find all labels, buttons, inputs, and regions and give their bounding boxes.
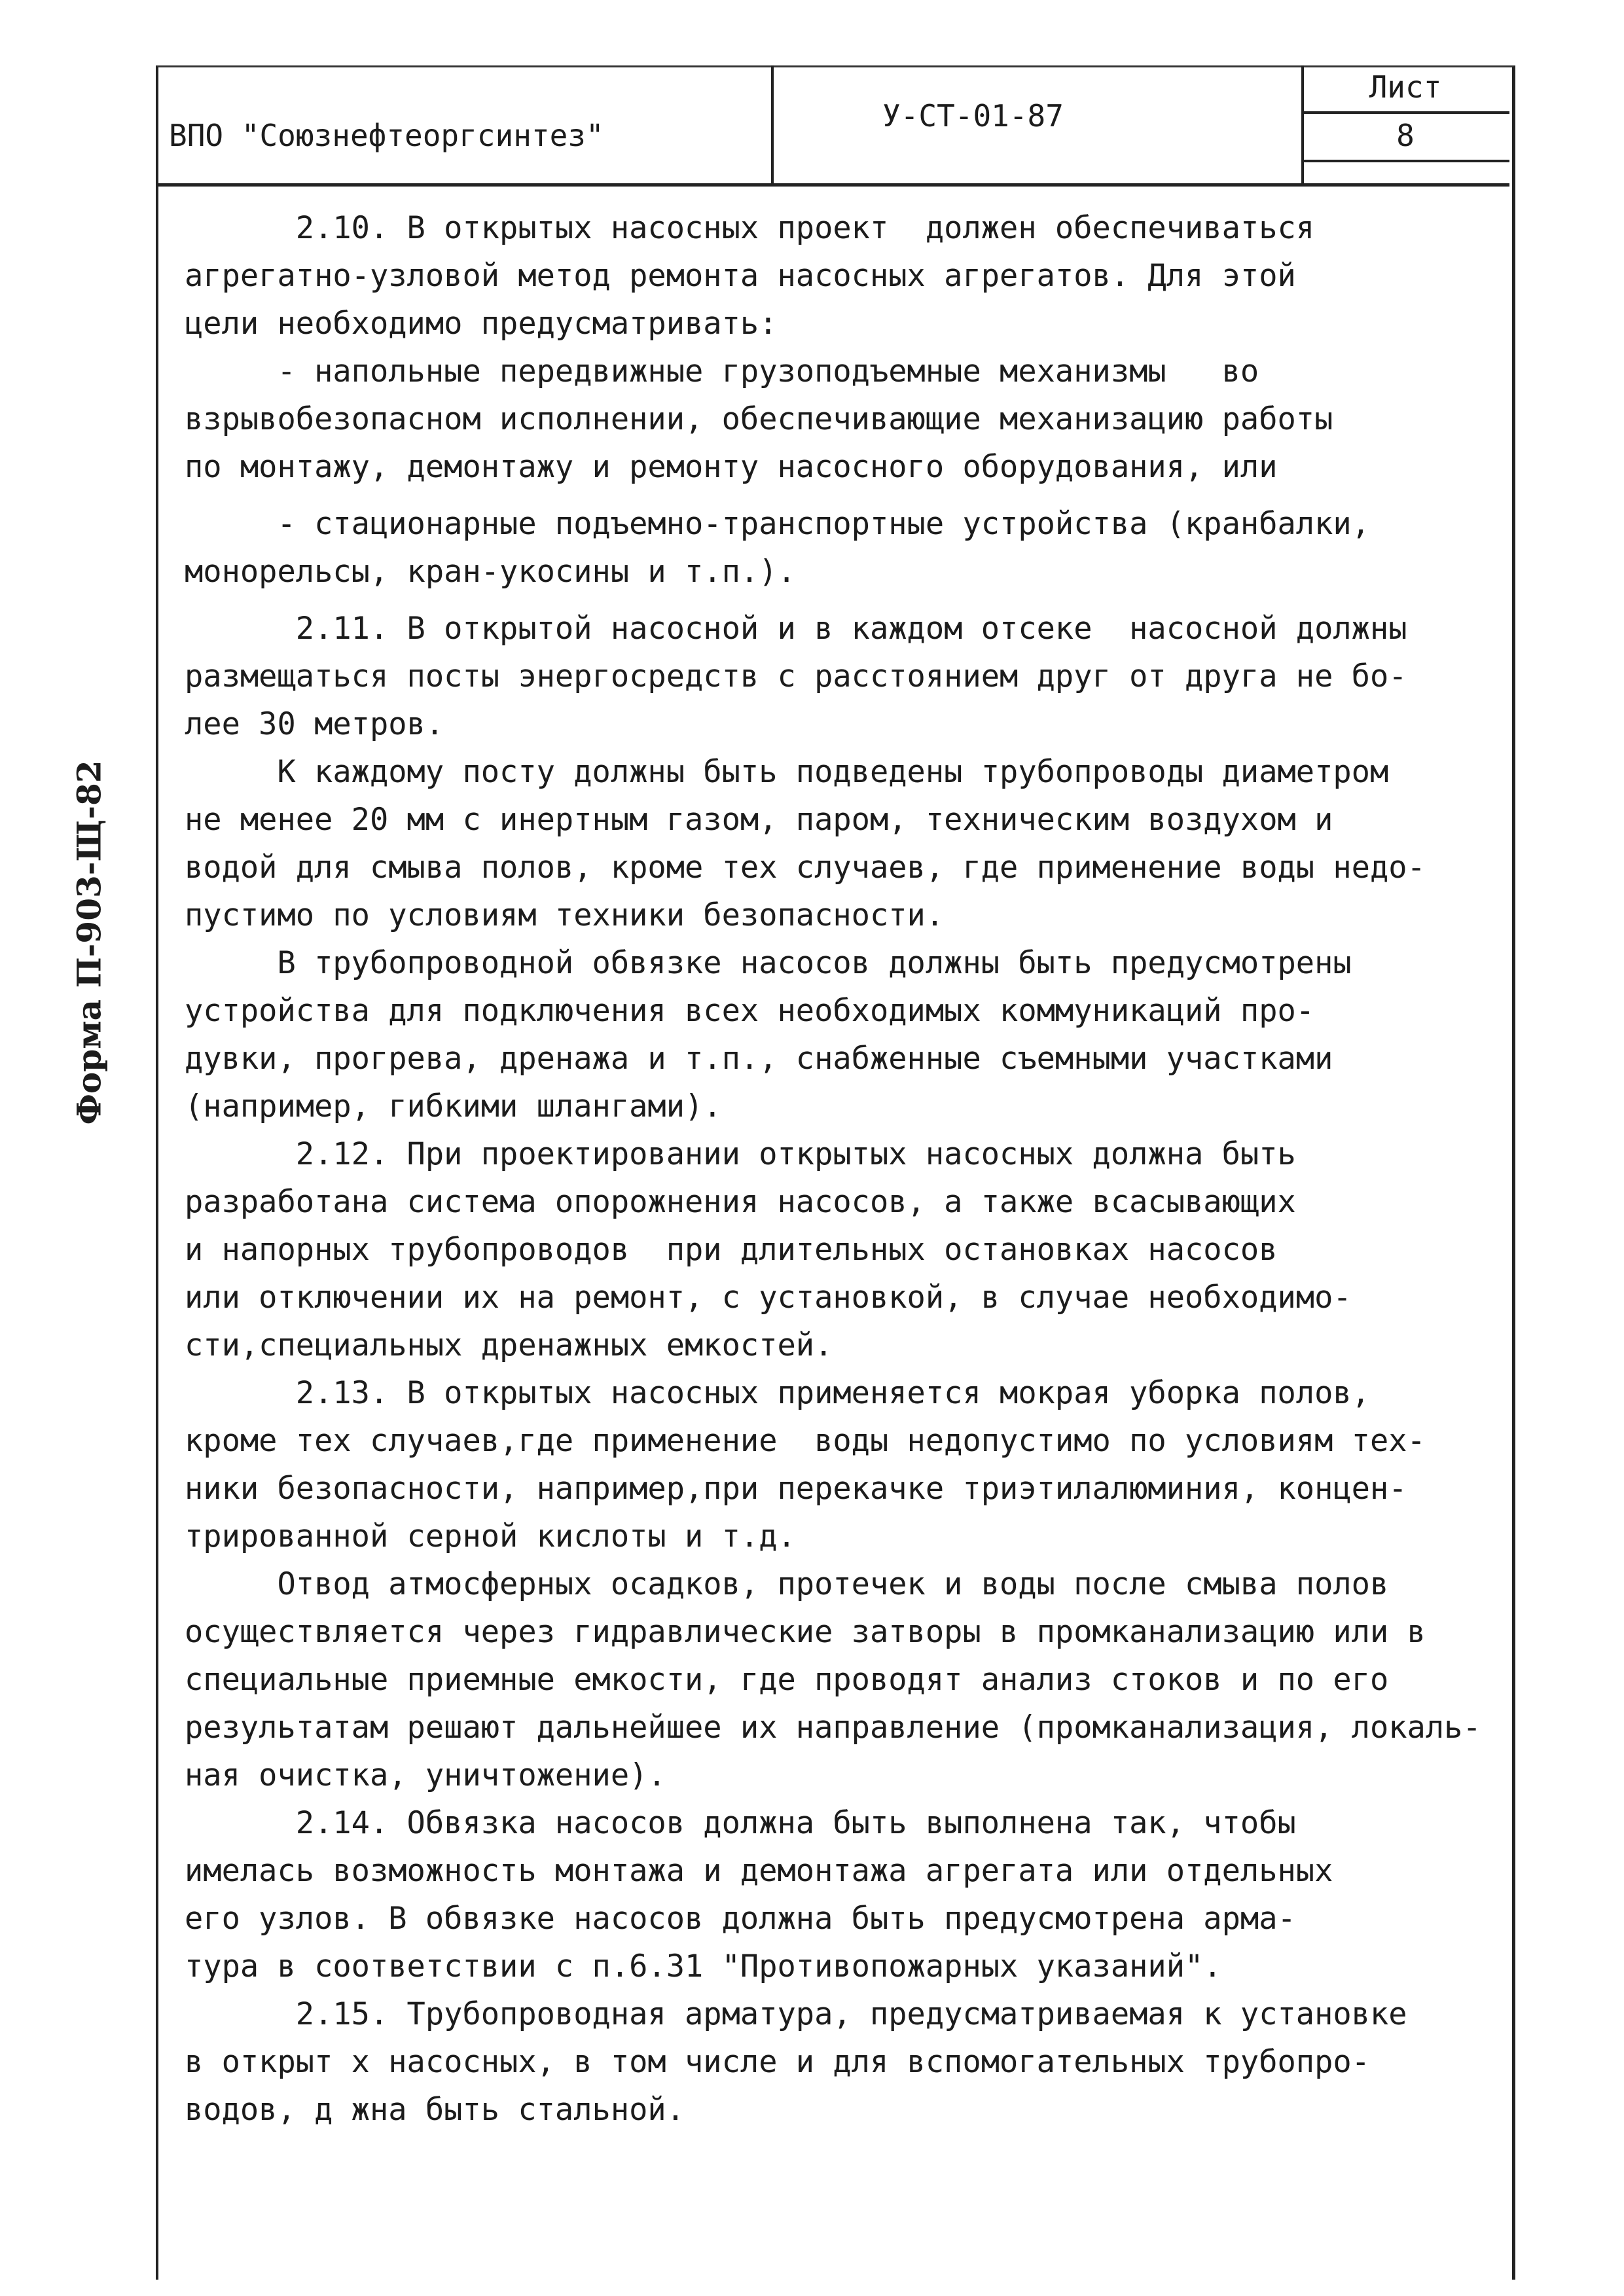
- text-line: разработана система опорожнения насосов, а также всасывающих: [185, 1184, 1296, 1220]
- text-line: специальные приемные емкости, где проводят анализ стоков и по его: [185, 1662, 1389, 1698]
- text-line: 2.14. Обвязка насосов должна быть выполнена так, чтобы: [185, 1805, 1296, 1841]
- text-line: К каждому посту должны быть подведены трубопроводы диаметром: [185, 754, 1389, 790]
- sheet-label: Лист: [1301, 65, 1509, 114]
- text-line: (например, гибкими шлангами).: [185, 1088, 722, 1124]
- text-line: взрывобезопасном исполнении, обеспечивающие механизацию работы: [185, 401, 1333, 437]
- sheet-number: 8: [1301, 114, 1509, 162]
- text-line: Отвод атмосферных осадков, протечек и воды после смыва полов: [185, 1566, 1389, 1602]
- text-line: В трубопроводной обвязке насосов должны быть предусмотрены: [185, 945, 1352, 981]
- text-line: или отключении их на ремонт, с установкой, в случае необходимо-: [185, 1280, 1352, 1316]
- title-block: [156, 65, 1509, 187]
- sheet-cell: [1301, 65, 1509, 183]
- text-line: тура в соответствии с п.6.31 "Противопожарных указаний".: [185, 1948, 1222, 1984]
- text-line: имелась возможность монтажа и демонтажа агрегата или отдельных: [185, 1853, 1333, 1889]
- text-line: дувки, прогрева, дренажа и т.п., снабженные съемными участками: [185, 1041, 1333, 1077]
- document-code: У-СТ-01-87: [882, 98, 1064, 134]
- text-line: устройства для подключения всех необходимых коммуникаций про-: [185, 993, 1315, 1029]
- text-line: сти,специальных дренажных емкостей.: [185, 1327, 833, 1363]
- paragraph-gap: [185, 491, 1500, 500]
- text-line: и напорных трубопроводов при длительных остановках насосов: [185, 1232, 1278, 1268]
- text-line: 2.10. В открытых насосных проект должен обеспечиваться: [185, 210, 1315, 246]
- text-line: кроме тех случаев,где применение воды недопустимо по условиям тех-: [185, 1423, 1426, 1459]
- text-line: ники безопасности, например,при перекачке триэтилалюминия, концен-: [185, 1471, 1407, 1507]
- text-line: - напольные передвижные грузоподъемные механизмы во: [185, 353, 1259, 389]
- text-line: результатам решают дальнейшее их направление (промканализация, локаль-: [185, 1710, 1481, 1746]
- text-line: 2.15. Трубопроводная арматура, предусматриваемая к установке: [185, 1996, 1407, 2032]
- text-line: агрегатно-узловой метод ремонта насосных агрегатов. Для этой: [185, 258, 1296, 294]
- form-stamp: [63, 759, 115, 1126]
- text-line: трированной серной кислоты и т.д.: [185, 1518, 796, 1554]
- organization-name: ВПО "Союзнефтеоргсинтез": [169, 118, 604, 153]
- document-code-cell: [771, 65, 1304, 183]
- text-line: 2.13. В открытых насосных применяется мокрая уборка полов,: [185, 1375, 1370, 1411]
- organization-cell: [156, 65, 774, 183]
- text-line: в открыт х насосных, в том числе и для вспомогательных трубопро-: [185, 2044, 1370, 2080]
- text-line: монорельсы, кран-укосины и т.п.).: [185, 554, 796, 590]
- text-line: водов, д жна быть стальной.: [185, 2092, 685, 2128]
- text-line: лее 30 метров.: [185, 706, 444, 742]
- document-body: [185, 204, 1500, 2134]
- text-line: ная очистка, уничтожение).: [185, 1757, 666, 1793]
- text-line: не менее 20 мм с инертным газом, паром, техническим воздухом и: [185, 802, 1333, 838]
- text-line: осуществляется через гидравлические затворы в промканализацию или в: [185, 1614, 1426, 1650]
- text-line: цели необходимо предусматривать:: [185, 306, 778, 342]
- form-stamp-text: Форма П-903-Щ-82: [69, 760, 109, 1125]
- text-line: размещаться посты энергосредств с расстоянием друг от друга не бо-: [185, 658, 1407, 694]
- text-line: - стационарные подъемно-транспортные устройства (кранбалки,: [185, 506, 1370, 542]
- paragraph-gap: [185, 596, 1500, 605]
- text-line: 2.11. В открытой насосной и в каждом отсеке насосной должны: [185, 611, 1407, 647]
- text-line: 2.12. При проектировании открытых насосных должна быть: [185, 1136, 1296, 1172]
- text-line: пустимо по условиям техники безопасности.: [185, 897, 945, 933]
- text-line: его узлов. В обвязке насосов должна быть предусмотрена арма-: [185, 1901, 1296, 1937]
- text-line: по монтажу, демонтажу и ремонту насосного оборудования, или: [185, 449, 1278, 485]
- text-line: водой для смыва полов, кроме тех случаев, где применение воды недо-: [185, 850, 1426, 886]
